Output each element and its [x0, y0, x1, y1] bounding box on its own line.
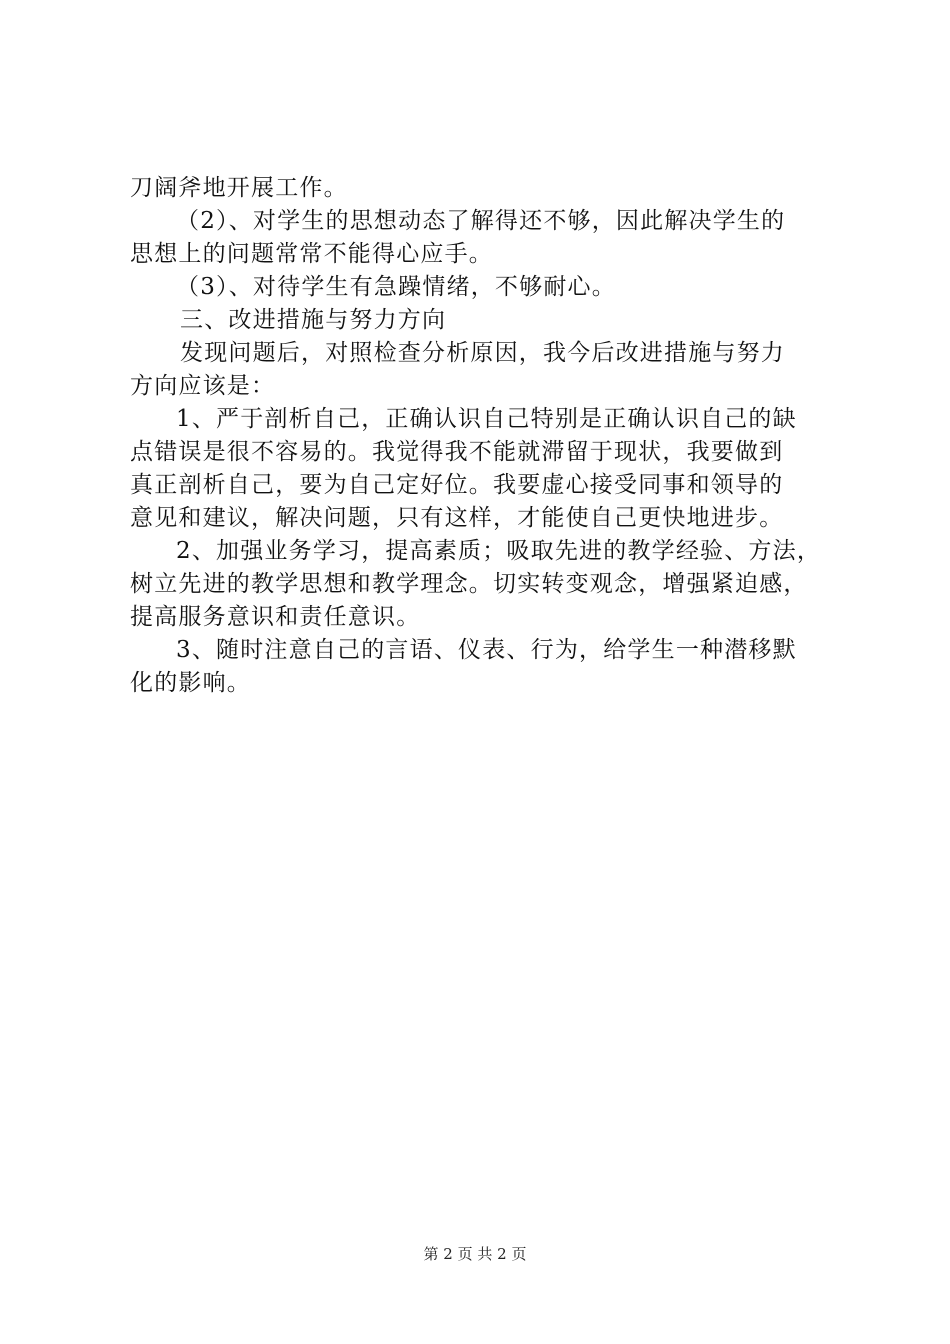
paragraph-line: 提高服务意识和责任意识。 [130, 604, 421, 630]
document-body [130, 172, 830, 700]
paragraph-line: 真正剖析自己，要为自己定好位。我要虚心接受同事和领导的 [130, 472, 784, 498]
section-heading: 三、改进措施与努力方向 [180, 307, 447, 333]
paragraph-line: （3）、对待学生有急躁情绪，不够耐心。 [176, 274, 616, 300]
paragraph-line: （2）、对学生的思想动态了解得还不够，因此解决学生的 [176, 208, 786, 234]
paragraph-line: 树立先进的教学思想和教学理念。切实转变观念，增强紧迫感， [130, 571, 808, 597]
paragraph-line: 化的影响。 [130, 670, 251, 696]
paragraph-line: 2、加强业务学习，提高素质；吸取先进的教学经验、方法， [176, 538, 822, 564]
paragraph-line: 点错误是很不容易的。我觉得我不能就滞留于现状，我要做到 [130, 439, 784, 465]
paragraph-line: 3、随时注意自己的言语、仪表、行为，给学生一种潜移默 [176, 637, 797, 663]
paragraph-line: 意见和建议，解决问题，只有这样，才能使自己更快地进步。 [130, 505, 784, 531]
paragraph-line: 刀阔斧地开展工作。 [130, 175, 348, 201]
paragraph-line: 思想上的问题常常不能得心应手。 [130, 241, 493, 267]
paragraph-line: 发现问题后，对照检查分析原因，我今后改进措施与努力 [180, 340, 785, 366]
page-number-footer: 第 2 页 共 2 页 [423, 1245, 527, 1263]
paragraph-line: 方向应该是： [130, 373, 276, 399]
paragraph-line: 1、严于剖析自己，正确认识自己特别是正确认识自己的缺 [176, 406, 797, 432]
